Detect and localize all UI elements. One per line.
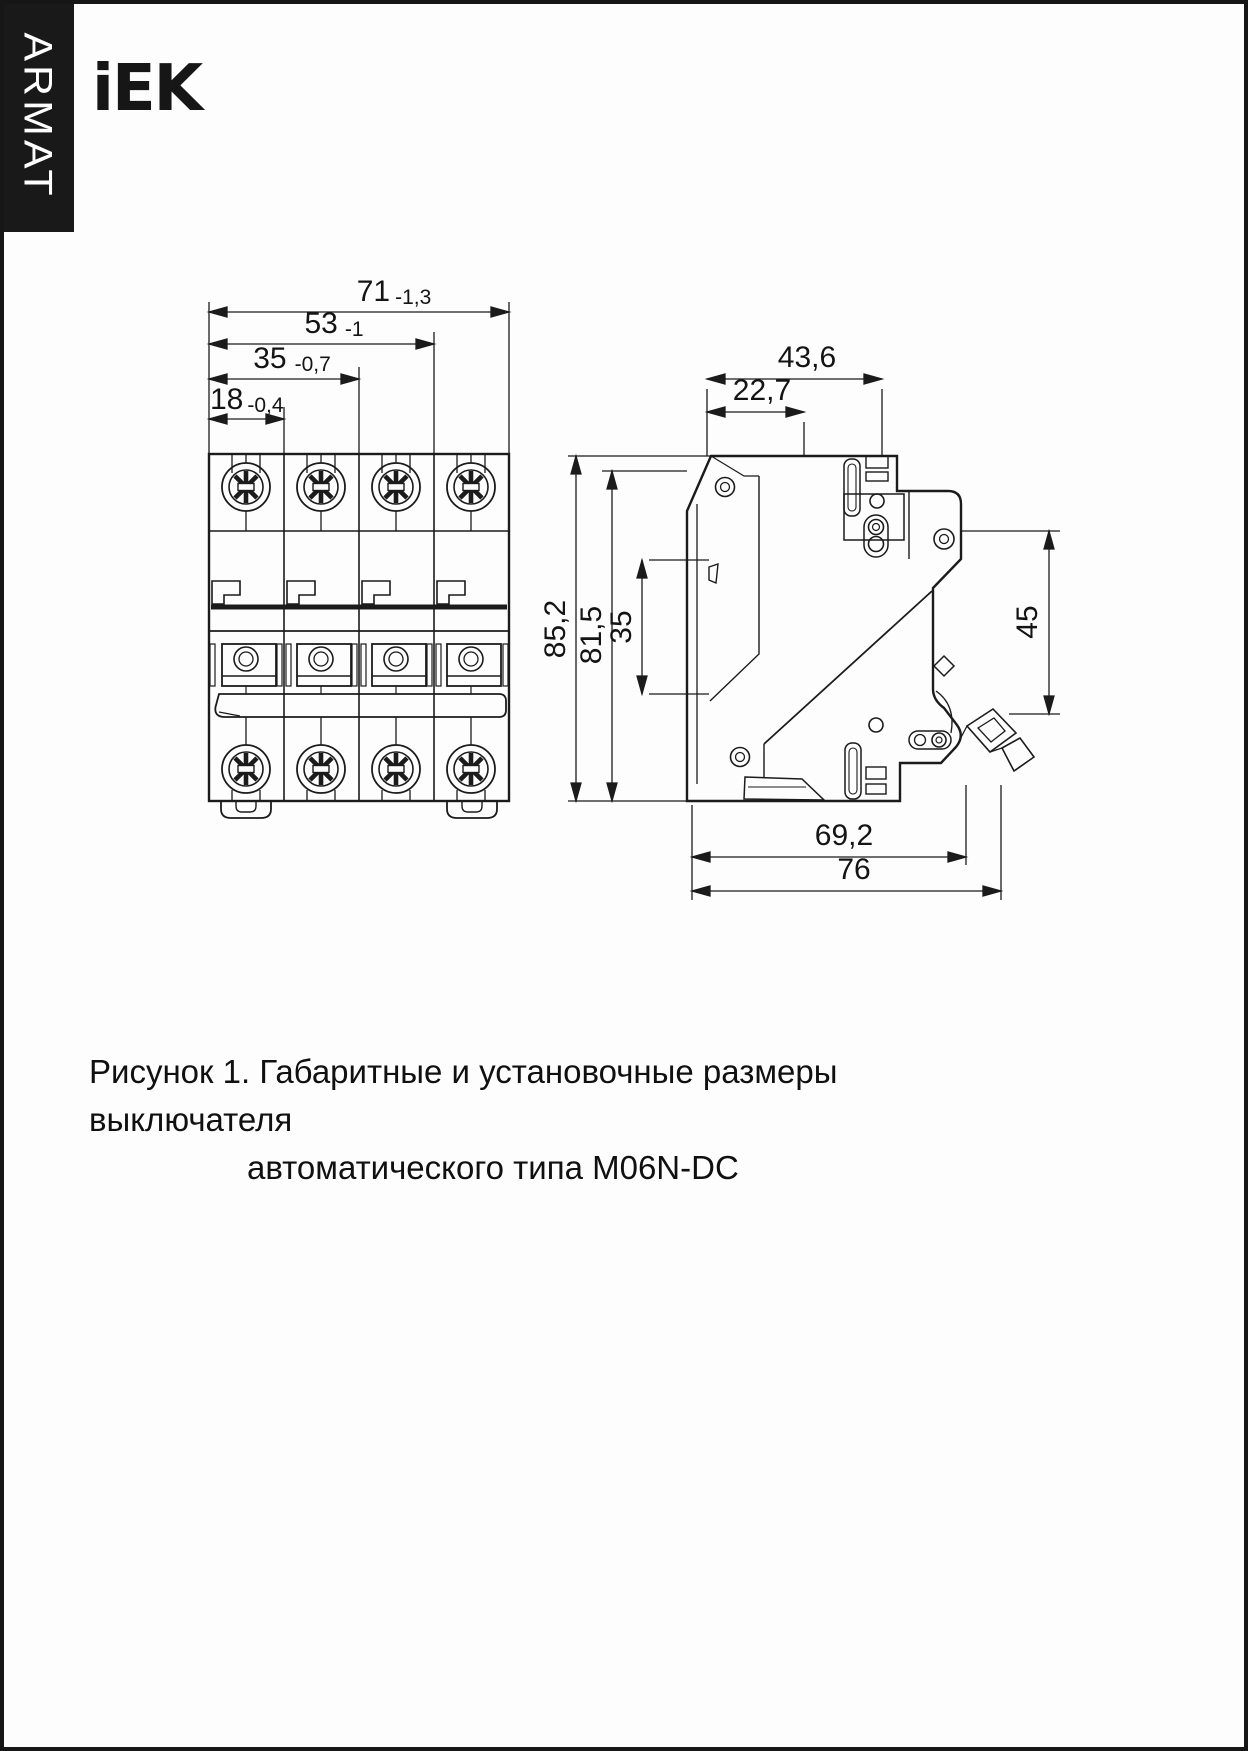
side-foot-wedge bbox=[744, 777, 824, 800]
side-view-dimensions bbox=[539, 341, 1060, 900]
svg-text:76: 76 bbox=[837, 853, 871, 886]
front-handle-tie-bar bbox=[215, 686, 506, 717]
screw-terminal-icon bbox=[447, 463, 495, 511]
svg-text:22,7: 22,7 bbox=[732, 374, 792, 407]
dim-side-35 bbox=[605, 560, 647, 694]
svg-text:69,2: 69,2 bbox=[814, 819, 874, 852]
side-din-lock-lever bbox=[956, 709, 1034, 771]
toggle-handle bbox=[297, 644, 351, 686]
svg-text:35-0,7: 35 -0,7 bbox=[253, 342, 331, 376]
screw-terminal-icon bbox=[297, 463, 345, 511]
svg-text:35: 35 bbox=[605, 610, 638, 644]
svg-text:71-1,3: 71 -1,3 bbox=[356, 275, 432, 309]
svg-text:43,6: 43,6 bbox=[777, 341, 837, 374]
armat-vertical-label: ARMAT bbox=[15, 32, 60, 200]
figure-caption-line1: Рисунок 1. Габаритные и установочные размеры выключателя bbox=[89, 1053, 838, 1138]
side-top-groove bbox=[844, 459, 860, 516]
armat-brand-sidebar bbox=[4, 4, 74, 232]
toggle-handle bbox=[447, 644, 501, 686]
iek-logo: iEK bbox=[92, 52, 202, 126]
svg-text:85,2: 85,2 bbox=[539, 599, 572, 659]
dim-front-35 bbox=[209, 342, 359, 384]
front-view bbox=[209, 454, 509, 818]
screw-terminal-icon bbox=[372, 463, 420, 511]
screw-terminal-icon bbox=[222, 745, 270, 793]
front-lever-tabs bbox=[212, 581, 465, 604]
side-rail-recess bbox=[844, 494, 904, 540]
svg-text:81,5: 81,5 bbox=[575, 605, 608, 665]
screw-terminal-icon bbox=[372, 745, 420, 793]
side-bottom-groove bbox=[845, 743, 861, 799]
side-view bbox=[687, 456, 1034, 801]
side-rivets bbox=[716, 478, 955, 767]
screw-terminal-icon bbox=[297, 745, 345, 793]
screw-terminal-icon bbox=[222, 463, 270, 511]
screw-terminal-icon bbox=[447, 745, 495, 793]
dim-side-69-2 bbox=[692, 819, 966, 862]
svg-text:53-1: 53 -1 bbox=[304, 307, 364, 341]
figure-caption bbox=[89, 1048, 949, 1192]
dim-front-71 bbox=[209, 275, 509, 317]
dimension-drawing bbox=[144, 239, 1124, 909]
front-din-clips bbox=[221, 801, 497, 818]
figure-caption-line2: автоматического типа M06N-DC bbox=[247, 1148, 739, 1186]
toggle-handle bbox=[222, 644, 276, 686]
side-latch-square bbox=[934, 656, 954, 676]
toggle-handle bbox=[372, 644, 426, 686]
dim-front-18 bbox=[209, 383, 284, 424]
svg-text:18-0,4: 18 -0,4 bbox=[210, 383, 284, 417]
dim-side-45 bbox=[1011, 531, 1054, 714]
dim-front-53 bbox=[209, 307, 434, 349]
front-view-dimensions bbox=[209, 275, 509, 454]
svg-text:45: 45 bbox=[1011, 605, 1044, 639]
side-hook-tab bbox=[709, 564, 718, 583]
